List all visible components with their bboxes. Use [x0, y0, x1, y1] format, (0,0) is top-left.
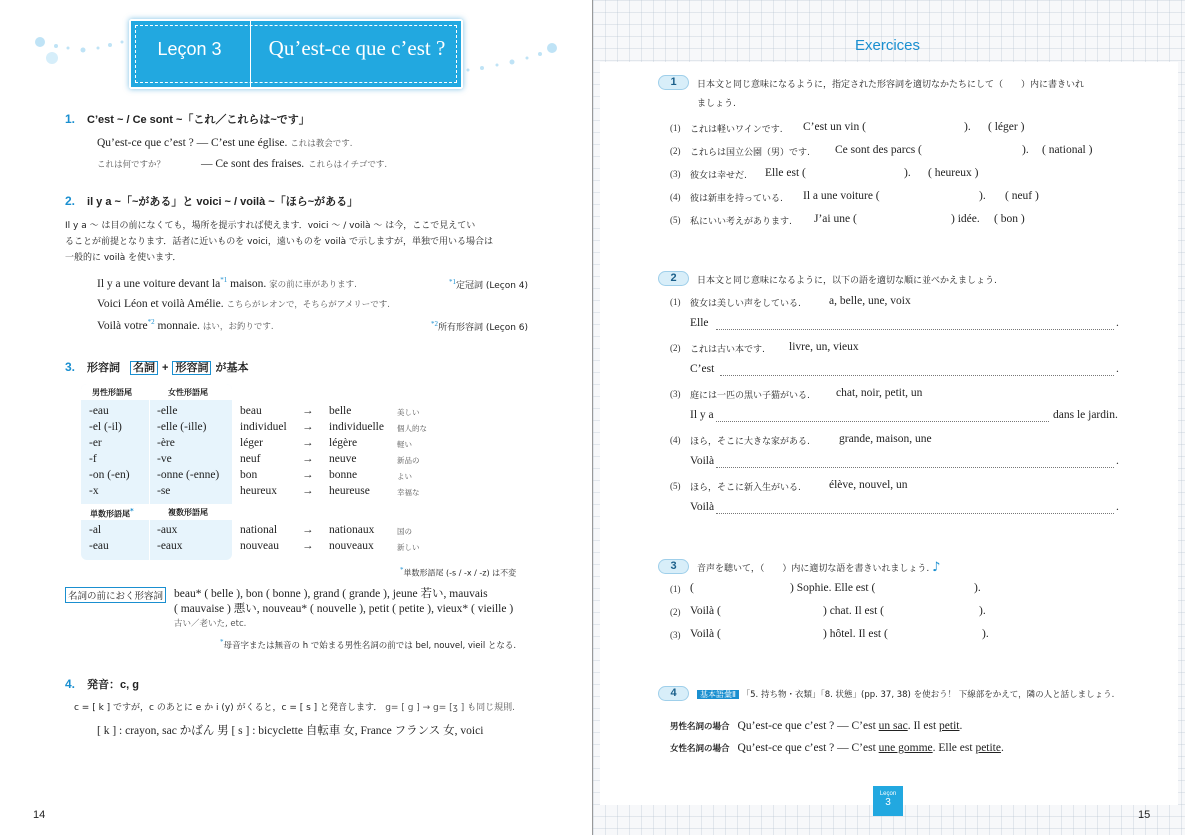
adj-cell: -elle (-ille) [157, 421, 207, 433]
item-close: ). [1022, 144, 1029, 156]
item-japanese: 庭には一匹の黒い子猫がいる. [690, 391, 810, 401]
adj-cell: -on (-en) [89, 469, 130, 481]
adj-cell: -elle [157, 405, 178, 417]
adj-cell: léger [240, 437, 263, 449]
item-japanese: 彼女は幸せだ. [690, 171, 747, 181]
adj-cell: 新しい [397, 543, 420, 552]
adj-cell: individuelle [329, 421, 384, 433]
item-japanese: 彼女は美しい声をしている. [690, 299, 801, 309]
item-hint: ( bon ) [994, 213, 1025, 225]
item-end: . [1116, 501, 1119, 513]
adj-cell: légère [329, 437, 358, 449]
item-hint: ( heureux ) [928, 167, 979, 179]
adj-cell: heureuse [329, 485, 370, 497]
lesson-number: Leçon 3 [157, 39, 222, 59]
adj-cell: -f [89, 453, 97, 465]
item-close: ). [964, 121, 971, 133]
adj-cell: -aux [157, 524, 178, 536]
adj-cell: よい [397, 472, 412, 481]
exercise-4-feminine: 女性名詞の場合 Qu’est-ce que c’est ? — C’est une gomme. Elle est petite. [670, 742, 1004, 754]
exercise-3-badge: 3 [658, 559, 689, 574]
adj-cell: individuel [240, 421, 287, 433]
adj-cell: -eau [89, 540, 109, 552]
s2-example-3: Voilà votre$^{*2}$ monnaie. はい，お釣りです. [97, 318, 274, 332]
adj-cell: → [302, 421, 314, 433]
adj-cell: 新品の [397, 456, 420, 465]
adj-cell: nouveau [240, 540, 279, 552]
item-number: (2) [670, 607, 681, 617]
adj-cell: -el (-il) [89, 421, 122, 433]
item-words: chat, noir, petit, un [836, 387, 923, 399]
item-end: . [1116, 317, 1119, 329]
exercise-3-instruction: 音声を聴いて，（ ）内に適切な語を書きいれましょう. ♪ [697, 560, 941, 575]
adj-cell: 個人的な [397, 424, 427, 433]
s4-rule: c = [ k ] ですが，c のあとに e か i (y) がくると，c = [ s ] と発音します． g= [ g ] → g= [ʒ ] も同じ規則. [74, 703, 515, 713]
adjective-ending-table: 男性形語尾 女性形語尾 単数形語尾* 複数形語尾 [81, 384, 232, 560]
adj-cell: -se [157, 485, 171, 497]
item-french: J’ai une ( [814, 213, 857, 225]
item-part-a: ( [690, 582, 694, 594]
page-number-right: 15 [1138, 809, 1151, 821]
adj-cell: heureux [240, 485, 278, 497]
section-1-heading: 1. C’est ~ / Ce sont ~「これ／これらは~です」 [65, 112, 310, 126]
item-french: C’est un vin ( [803, 121, 866, 133]
item-french: Il a une voiture ( [803, 190, 880, 202]
item-words: grande, maison, une [839, 433, 932, 445]
adj-cell: neuf [240, 453, 261, 465]
item-end: dans le jardin. [1053, 409, 1118, 421]
exercise-4-instruction: 基本語彙Ⅱ 「5. 持ち物・衣類」「8. 状態」(pp. 37, 38) を使おう！ 下線部をかえて，隣の人と話しましょう. [697, 688, 1114, 700]
item-french: Elle est ( [765, 167, 806, 179]
item-number: (1) [670, 584, 681, 594]
s2-example-2: Voici Léon et voilà Amélie. こちらがレオンで，そちらがアメリーです. [97, 298, 390, 310]
adj-cell: -al [89, 524, 102, 536]
adj-cell: → [302, 405, 314, 417]
adj-cell: -eau [89, 405, 109, 417]
item-words: élève, nouvel, un [829, 479, 908, 491]
item-end: . [1116, 363, 1119, 375]
answer-line[interactable] [716, 421, 1049, 422]
adj-cell: belle [329, 405, 352, 417]
item-number: (4) [670, 192, 681, 202]
prenominal-adjective-list: beau* ( belle ), bon ( bonne ), grand ( grande ), jeune 若い, mauvais ( mauvaise ) 悪い, nouveau* ( nouvelle ), petit ( petite ), vieux* ( vieille ) 古い／老いた, etc. [174, 588, 514, 629]
adj-cell: → [302, 437, 314, 449]
exercise-1-badge: 1 [658, 75, 689, 90]
s4-examples: [ k ] : crayon, sac かばん 男 [ s ] : bicyclette 自転車 女, France フランス 女, voici [97, 725, 484, 737]
item-japanese: これらは国立公園（男）です. [690, 148, 810, 158]
section-2-heading: 2. il y a ~「~がある」と voici ~ / voilà ~「ほら~がある」 [65, 194, 359, 208]
item-number: (5) [670, 481, 681, 491]
s2-note-2: $^{*2}$所有形容詞 (Leçon 6) [431, 320, 529, 333]
adj-cell: → [302, 453, 314, 465]
adj-cell: 国の [397, 527, 412, 536]
s1-example-1: Qu’est-ce que c’est ? — C’est une église. これは教会です. [97, 137, 353, 149]
adj-cell: -ve [157, 453, 172, 465]
vocab-tag: 基本語彙Ⅱ [697, 690, 739, 699]
item-hint: ( léger ) [988, 121, 1025, 133]
answer-line[interactable] [716, 329, 1114, 330]
right-page [593, 0, 1185, 835]
exercise-2-instruction: 日本文と同じ意味になるように，以下の語を適切な順に並べかえましょう. [697, 276, 997, 286]
item-start: Voilà [690, 501, 715, 513]
item-part-b: ) chat. Il est ( [823, 605, 884, 617]
adj-cell: bon [240, 469, 258, 481]
item-number: (2) [670, 343, 681, 353]
decorative-dots-left [28, 30, 138, 70]
item-part-b: ) Sophie. Elle est ( [790, 582, 876, 594]
item-start: Voilà [690, 455, 715, 467]
item-close: ) idée. [951, 213, 980, 225]
item-french: Ce sont des parcs ( [835, 144, 922, 156]
exercises-header: Exercices [855, 37, 921, 54]
adj-cell: national [240, 524, 278, 536]
item-number: (3) [670, 630, 681, 640]
item-part-c: ). [979, 605, 986, 617]
adj-cell: nouveaux [329, 540, 374, 552]
adj-cell: → [302, 540, 314, 552]
s2-paragraph: Il y a ～ は目の前になくても，場所を提示すれば使えます．voici ～ / voilà ～ は今，ここで見えてい ることが前提となります．話者に近いものを voici，遠いものを voilà で示しますが，単独で用いる場合は 一般的に voilà を使います． [65, 221, 493, 263]
adj-cell: -onne (-enne) [157, 469, 220, 481]
lesson-title: Qu’est-ce que c’est ? [268, 36, 446, 60]
adj-cell: 軽い [397, 440, 412, 449]
adj-cell: -x [89, 485, 99, 497]
item-number: (3) [670, 169, 681, 179]
item-start: Elle [690, 317, 709, 329]
section-3-heading: 3. 形容詞 名詞 + 形容詞 が基本 [65, 360, 249, 374]
audio-icon[interactable]: ♪ [932, 560, 941, 575]
decorative-dots-right [462, 38, 562, 78]
item-part-a: Voilà ( [690, 628, 721, 640]
exercise-4-masculine: 男性名詞の場合 Qu’est-ce que c’est ? — C’est un sac. Il est petit. [670, 720, 963, 732]
adj-cell: → [302, 485, 314, 497]
adj-cell: neuve [329, 453, 357, 465]
item-japanese: ほら，そこに大きな家がある. [690, 437, 810, 447]
page-number-left: 14 [33, 809, 46, 821]
item-start: C’est [690, 363, 715, 375]
s1-example-2: これは何ですか？ — Ce sont des fraises. これらはイチゴです. [97, 158, 388, 170]
item-hint: ( national ) [1042, 144, 1093, 156]
item-close: ). [979, 190, 986, 202]
adj-cell: nationaux [329, 524, 375, 536]
item-part-c: ). [982, 628, 989, 640]
item-part-a: Voilà ( [690, 605, 721, 617]
lesson-tab: Leçon 3 [873, 786, 903, 816]
s3-note: *母音字または無音の h で始まる男性名詞の前では bel, nouvel, vieil となる. [220, 638, 517, 651]
item-words: livre, un, vieux [789, 341, 859, 353]
prenominal-adjective-label: 名詞の前におく形容詞 [65, 587, 166, 603]
adj-cell: 幸福な [397, 488, 420, 497]
item-end: . [1116, 455, 1119, 467]
adj-cell: -eaux [157, 540, 183, 552]
exercise-2-badge: 2 [658, 271, 689, 286]
s2-example-1: Il y a une voiture devant $la^{*1}$ maison. 家の前に車があります. [97, 276, 357, 290]
item-number: (1) [670, 297, 681, 307]
left-page [0, 0, 592, 835]
adj-cell: bonne [329, 469, 358, 481]
s2-note-1: $^{*1}$定冠詞 (Leçon 4) [449, 278, 529, 291]
section-4-heading: 4. 発音：c, g [65, 677, 139, 691]
item-hint: ( neuf ) [1005, 190, 1039, 202]
item-japanese: 私にいい考えがあります. [690, 217, 792, 227]
item-japanese: これは古い本です. [690, 345, 765, 355]
item-number: (1) [670, 123, 681, 133]
item-number: (3) [670, 389, 681, 399]
item-japanese: ほら，そこに新入生がいる. [690, 483, 801, 493]
answer-line[interactable] [720, 375, 1114, 376]
exercise-4-badge: 4 [658, 686, 689, 701]
item-number: (2) [670, 146, 681, 156]
item-words: a, belle, une, voix [829, 295, 911, 307]
exercise-1-instruction: 日本文と同じ意味になるように，指定された形容詞を適切なかたちにして（ ）内に書きいれ ましょう. [697, 80, 1085, 109]
item-number: (4) [670, 435, 681, 445]
adj-cell: -ère [157, 437, 175, 449]
item-japanese: 彼は新車を持っている. [690, 194, 783, 204]
item-part-c: ). [974, 582, 981, 594]
adj-cell: beau [240, 405, 262, 417]
item-number: (5) [670, 215, 681, 225]
item-close: ). [904, 167, 911, 179]
item-start: Il y a [690, 409, 714, 421]
adj-cell: → [302, 469, 314, 481]
adj-cell: 美しい [397, 408, 420, 417]
adj-cell: → [302, 524, 314, 536]
s3-footnote: *単数形語尾 (-s / -x / -z) は不変 [400, 566, 517, 578]
answer-line[interactable] [716, 513, 1114, 514]
answer-line[interactable] [716, 467, 1114, 468]
item-japanese: これは軽いワインです. [690, 125, 783, 135]
adj-cell: -er [89, 437, 102, 449]
item-part-b: ) hôtel. Il est ( [823, 628, 888, 640]
lesson-banner [129, 19, 463, 89]
